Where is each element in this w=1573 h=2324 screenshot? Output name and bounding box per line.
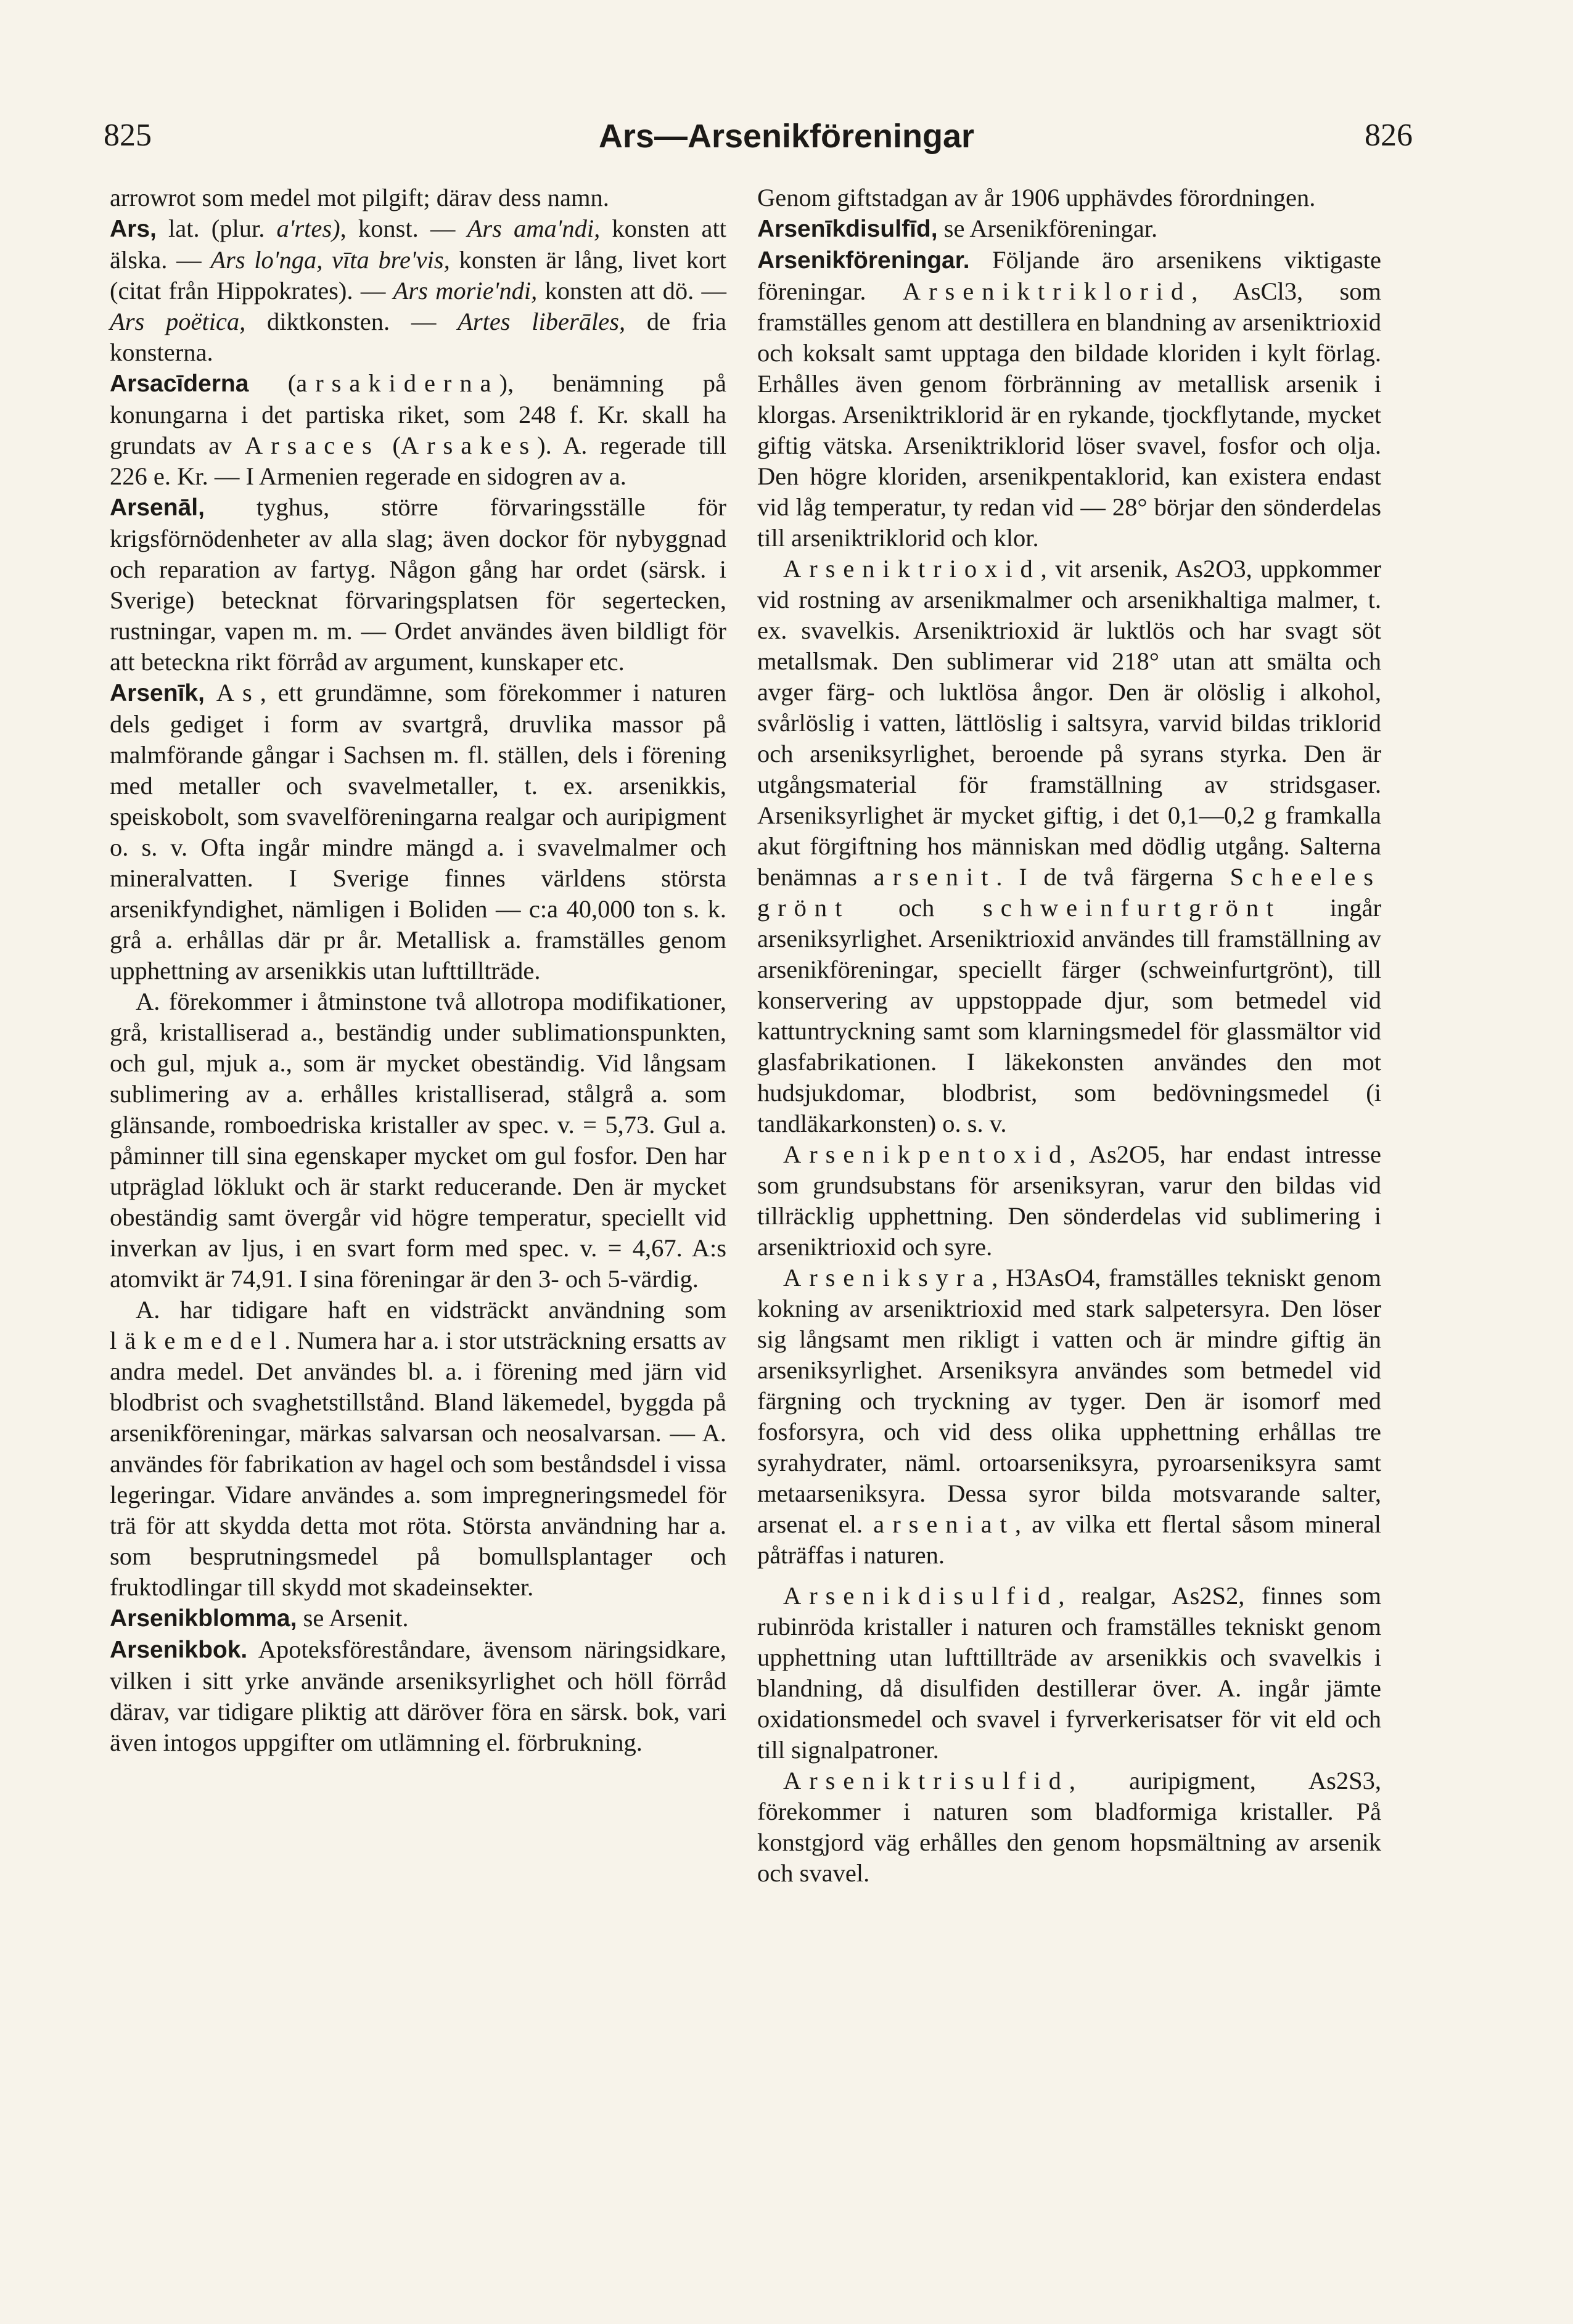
entry-text (205, 679, 216, 706)
entry-paragraph (110, 986, 726, 1295)
entry-paragraph (757, 1262, 1381, 1571)
entry-paragraph (757, 245, 1381, 554)
spaced-term: schweinfurtgrönt (983, 894, 1282, 922)
entry-text: ). A. regerade till 226 e. Kr. — I Armenien regerade en sidogren av a. (110, 432, 726, 490)
right-text-column (757, 182, 1381, 1889)
spaced-term: Arseniksyra (783, 1264, 992, 1291)
entry-headword: Arsenāl, (110, 494, 205, 521)
entry-text: , As2O5, har endast intresse som grundsubstans för arseniksyran, varur den bildas vid tillräcklig upphettning. Den sönderdelas vid sublimering i arseniktrioxid och syre. (757, 1140, 1381, 1261)
entry-paragraph (110, 492, 726, 677)
entry-text: . Numera har a. i stor utsträckning ersatts av andra medel. Det användes bl. a. i förening med järn vid blodbrist och svaghetstillstånd. Bland läkemedel, byggda på arsenikföreningar, märkas salvarsan och neosalvarsan. — A. användes för fabrikation av hagel och som beståndsdel i vissa legeringar. Vidare användes a. som impregneringsmedel för trä för att skydda detta mot röta. Största användning har a. som besprutningsmedel på bomullsplantager och fruktodlingar till skydd mot skadeinsekter. (110, 1327, 726, 1601)
entry-text: ), benämning på konungarna i det partiska riket, som 248 f. Kr. skall ha grundats av (110, 369, 726, 459)
entry-paragraph (110, 1634, 726, 1758)
entry-headword: Arsenikföreningar. (757, 247, 970, 274)
spaced-term: Arseniktriklorid (902, 277, 1192, 305)
entry-text: se Arsenit. (297, 1604, 409, 1632)
left-text-column (110, 182, 726, 1758)
entry-text: , av vilka ett flertal såsom mineral påträffas i naturen. (757, 1510, 1381, 1569)
entry-paragraph (110, 213, 726, 368)
spaced-term: As (216, 679, 260, 706)
entry-paragraph (110, 182, 726, 213)
entry-text: A. har tidigare haft en vidsträckt användning som (136, 1296, 726, 1324)
entry-text: , ett grundämne, som förekommer i naturen dels gediget i form av svartgrå, druvlika massor på malmförande gångar i Sachsen m. fl. ställen, dels i förening med metaller och svavelmetaller, t. ex. arsenikkis, speiskobolt, som svavelföreningarna realgar och auripigment o. s. v. Ofta ingår mindre mängd a. i svavelmalmer och mineralvatten. I Sverige finnes världens största arsenikfyndighet, nämligen i Boliden — c:a 40,000 ton s. k. grå a. erhållas där pr år. Metallisk a. framställes genom upphettning av arsenikkis utan lufttillträde. (110, 679, 727, 984)
entry-text: A. förekommer i åtminstone två allotropa modifikationer, grå, kristalliserad a., beständig under sublimationspunkten, och gul, mjuk a., som är mycket obeständig. Vid långsam sublimering av a. erhålles kristalliserad, stålgrå a. som glänsande, romboedriska kristaller av spec. v. = 5,73. Gul a. påminner till sina egenskaper mycket om gul fosfor. Den har utpräglad löklukt och är starkt reducerande. Den är mycket obeständig samt övergår vid högre temperatur, speciellt vid inverkan av ljus, i en svart form med spec. v. = 4,67. A:s atomvikt är 74,91. I sina föreningar är den 3- och 5-värdig. (110, 988, 726, 1293)
entry-text: Apoteksföreståndare, ävensom näringsidkare, vilken i sitt yrke använde arseniksyrlighet och höll förråd därav, var tidigare pliktig att däröver föra en särsk. bok, vari även intogos uppgifter om utlämning el. förbrukning. (110, 1635, 726, 1756)
italic-term: a'rtes) (276, 215, 340, 242)
entry-text: tyghus, större förvaringsställe för krigsförnödenheter av alla slag; även dockor för nybyggnad och reparation av fartyg. Någon gång har ordet (särsk. i Sverige) betecknat förvaringsplatsen för segertecken, rustningar, vapen m. m. — Ordet användes även bildligt för att beteckna rikt förråd av argument, kunskaper etc. (110, 493, 726, 676)
entry-paragraph (110, 677, 726, 986)
entry-text: , konst. — (340, 215, 467, 242)
entry-text: , realgar, As2S2, finnes som rubinröda kristaller i naturen och framställes tekniskt genom upphettning utan lufttillträde av arsenikkis och svavelkis i blandning, då disulfiden destillerar över. A. ingår jämte oxidationsmedel och svavel i fyrverkerisatser för vit eld och till signalpatroner. (757, 1582, 1381, 1764)
entry-text: konsten är lång, livet kort (citat från Hippokrates). — (110, 246, 727, 305)
entry-paragraph (757, 213, 1381, 245)
italic-term: Ars poëtica, (110, 308, 246, 335)
spaced-term: Arsenikpentoxid (783, 1140, 1070, 1168)
entry-text: , vit arsenik, As2O3, uppkommer vid rostning av arsenikmalmer och arsenikhaltiga malmer, t. ex. svavelkis. Arseniktrioxid är luktlös och har svagt söt metallsmak. Den sublimerar vid 218° utan att smälta och avger färg- och luktlösa ångor. Den är olöslig i alkohol, svårlöslig i vatten, lättlöslig i saltsyra, varvid bildas triklorid och arseniksyrlighet, beroende på syrans styrka. Den är utgångsmaterial för framställning av stridsgaser. Arseniksyrlighet är mycket giftig, i det 0,1—0,2 g framkalla akut förgiftning hos människan med dödlig utgång. Salterna benämnas (757, 555, 1381, 891)
spaced-term: Arsaces (244, 432, 380, 459)
entry-headword: Arsenīk, (110, 680, 205, 706)
running-head-title: Ars—Arsenikföreningar (598, 118, 975, 155)
entry-text: , auripigment, As2S3, förekommer i naturen som bladformiga kristaller. På konstgjord väg erhålles den genom hopsmältning av arsenik och svavel. (757, 1767, 1381, 1887)
entry-text: ( (379, 432, 401, 459)
entry-text: de fria konsterna. (110, 308, 726, 366)
entry-text: se Arsenikföreningar. (937, 215, 1158, 242)
entry-paragraph (757, 554, 1381, 1139)
running-head (0, 117, 1573, 173)
spaced-term: Arseniktrisulfid (783, 1767, 1069, 1794)
spaced-term: Scheeles grönt (757, 863, 1381, 922)
italic-term: Ars morie'ndi, (393, 277, 538, 305)
entry-text: och (850, 894, 984, 922)
entry-headword: Ars, (110, 216, 157, 242)
entry-text: konsten att älska. — (110, 215, 726, 274)
entry-text: diktkonsten. — (245, 308, 458, 335)
entry-text: arrowrot som medel mot pilgift; därav dess namn. (110, 184, 609, 211)
spaced-term: läkemedel (110, 1327, 285, 1354)
entry-paragraph (757, 1766, 1381, 1889)
entry-paragraph (757, 1139, 1381, 1262)
entry-paragraph (110, 368, 726, 492)
entry-text: ( (248, 369, 297, 397)
italic-term: Ars lo'nga, vīta bre'vis, (210, 246, 450, 274)
entry-text: konsten att dö. — (537, 277, 726, 305)
entry-paragraph (110, 1603, 726, 1634)
page-number-right: 826 (1365, 118, 1413, 153)
spaced-term: arseniat (873, 1510, 1015, 1538)
spaced-term: arsenit (873, 863, 996, 891)
entry-headword: Arsenikbok. (110, 1637, 248, 1663)
entry-paragraph (110, 1295, 726, 1603)
entry-text: , AsCl3, som framställes genom att destillera en blandning av arseniktrioxid och koksalt samt upptaga den bildade kloriden i kylt förlag. Erhålles även genom förbränning av metallisk arsenik i klorgas. Arseniktriklorid är en rykande, tjockflytande, mycket giftig vätska. Arseniktriklorid löser svavel, fosfor och olja. Den högre kloriden, arsenikpentaklorid, kan existera endast vid låg temperatur, ty redan vid — 28° börjar den sönderdelas till arseniktriklorid och klor. (757, 277, 1381, 552)
spaced-term: Arseniktrioxid (783, 555, 1041, 583)
entry-text: . I de två färgerna (996, 863, 1230, 891)
entry-text: , H3AsO4, framställes tekniskt genom kokning av arseniktrioxid med stark salpetersyra. Den löser sig långsamt men rikligt i vatten och är mindre giftig än arseniksyrlighet. Arseniksyra användes som betmedel vid färgning och tryckning av tyger. Den är isomorf med fosforsyra, och vid dess olika upphettning erhållas tre syrahydrater, näml. ortoarseniksyra, pyroarseniksyra samt metaarseniksyra. Dessa syror bilda motsvarande salter, arsenat el. (757, 1264, 1381, 1538)
entry-paragraph (757, 1581, 1381, 1766)
spaced-term: arsakiderna (296, 369, 499, 397)
spaced-term: Arsenikdisulfid (783, 1582, 1059, 1610)
italic-term: Artes liberāles, (458, 308, 626, 335)
entry-text: ingår arseniksyrlighet. Arseniktrioxid användes till framställning av arsenikföreningar, speciellt färger (schweinfurtgrönt), till konservering av uppstoppade djur, som betmedel vid kattuntryckning samt som klarningsmedel för glassmältor vid glasfabrikationen. I läkekonsten användes den mot hudsjukdomar, blodbrist, som bedövningsmedel (i tandläkarkonsten) o. s. v. (757, 894, 1381, 1137)
entry-headword: Arsenīkdisulfīd, (757, 216, 938, 242)
spaced-term: Arsakes (400, 432, 538, 459)
entry-text: lat. (plur. (156, 215, 277, 242)
entry-paragraph (757, 182, 1381, 213)
page-number-left: 825 (104, 118, 152, 153)
entry-headword: Arsacīderna (110, 370, 249, 397)
entry-headword: Arsenikblomma, (110, 1605, 297, 1632)
italic-term: Ars ama'ndi, (467, 215, 601, 242)
entry-text: Följande äro arsenikens viktigaste föreningar. (757, 246, 1381, 305)
entry-text: Genom giftstadgan av år 1906 upphävdes förordningen. (757, 184, 1316, 211)
